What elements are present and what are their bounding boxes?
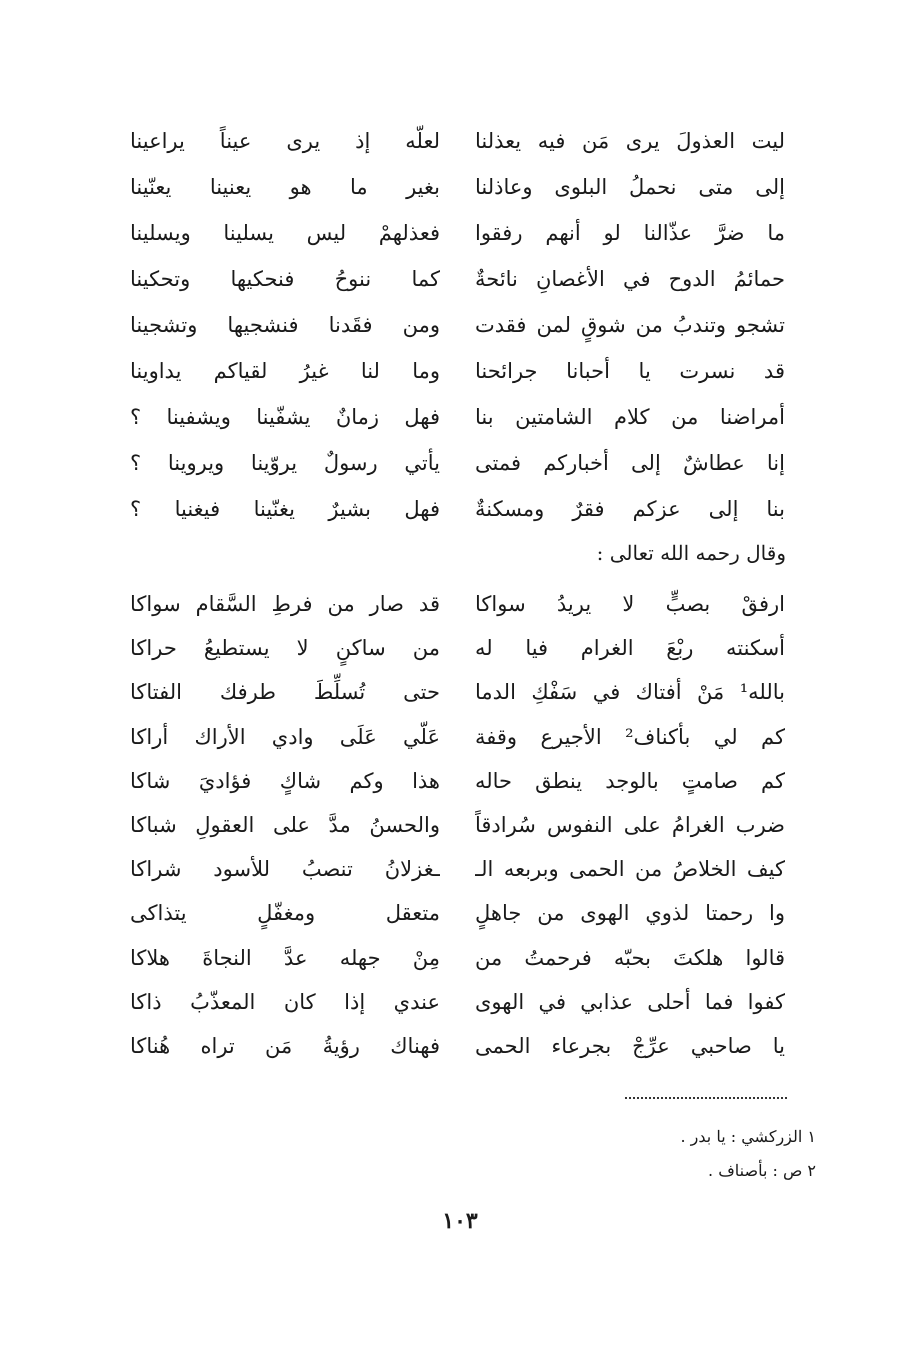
first-hemistich: كم صامتٍ بالوجد ينطق حاله: [475, 768, 785, 793]
second-hemistich: لعلّه إذ يرى عيناً يراعينا: [130, 129, 440, 153]
verse: [130, 1024, 785, 1068]
first-hemistich: ضرب الغرامُ على النفوس سُرادقاً: [475, 812, 785, 837]
verse: [130, 440, 785, 486]
first-hemistich: أمراضنا من كلام الشامتين بنا: [475, 405, 785, 429]
first-hemistich: ليت العذولَ يرى مَن فيه يعذلنا: [475, 129, 785, 153]
verse: [130, 980, 785, 1024]
second-hemistich: مِنْ جهله عدَّ النجاةَ هلاكا: [130, 945, 440, 970]
second-hemistich: متعقل ومغفّلٍ يتذاكى: [130, 901, 440, 926]
second-hemistich: هذا وكم شاكٍ فؤاديَ شاكا: [130, 768, 440, 793]
second-hemistich: فعذلهمْ ليس يسلينا ويسلينا: [130, 221, 440, 245]
verse: [130, 118, 785, 164]
verse: [130, 803, 785, 847]
verse: [130, 302, 785, 348]
page-number: ١٠٣: [442, 1208, 478, 1234]
second-hemistich: عَلّي عَلَى وادي الأراك أراكا: [130, 724, 440, 749]
second-hemistich: فهناك رؤيةُ مَن تراه هُناكا: [130, 1033, 440, 1058]
second-hemistich: من ساكنٍ لا يستطيعُ حراكا: [130, 636, 440, 661]
first-hemistich: بالله¹ مَنْ أفتاك في سَفْكِ الدما: [475, 680, 785, 705]
verse: [130, 486, 785, 532]
first-hemistich: إنا عطاشٌ إلى أخباركم فمتى: [475, 451, 785, 475]
verse: [130, 670, 785, 714]
verse: [130, 256, 785, 302]
verse: [130, 847, 785, 891]
verse: [130, 394, 785, 440]
second-hemistich: بغير ما هو يعنينا يعنّينا: [130, 175, 440, 199]
second-hemistich: يأتي رسولٌ يروّينا ويروينا ؟: [130, 451, 440, 475]
first-hemistich: يا صاحبي عرِّجْ بجرعاء الحمى: [475, 1033, 785, 1058]
second-hemistich: وما لنا غيرُ لقياكم يداوينا: [130, 359, 440, 383]
poem-first: [130, 118, 785, 532]
second-hemistich: فهل زمانٌ يشفّينا ويشفينا ؟: [130, 405, 440, 429]
verse: [130, 715, 785, 759]
second-hemistich: حتى تُسلِّطَ طرفك الفتاكا: [130, 680, 440, 705]
footnote: ١ الزركشي : يا بدر .: [680, 1127, 816, 1146]
footnote: ٢ ص : بأصناف .: [708, 1161, 816, 1180]
footnotes: [680, 1120, 816, 1188]
first-hemistich: كم لي بأكناف² الأجيرع وقفة: [475, 724, 785, 749]
second-hemistich: ومن فقَدنا فنشجيها وتشجينا: [130, 313, 440, 337]
second-hemistich: كما ننوحُ فنحكيها وتحكينا: [130, 267, 440, 291]
poem-second: [130, 582, 785, 1068]
first-hemistich: كيف الخلاصُ من الحمى وبربعه الـ: [475, 857, 785, 882]
first-hemistich: بنا إلى عزكم فقرٌ ومسكنةٌ: [475, 497, 785, 521]
verse: [130, 582, 785, 626]
second-hemistich: فهل بشيرٌ يغنّينا فيغنيا ؟: [130, 497, 440, 521]
first-hemistich: كفوا فما أحلى عذابي في الهوى: [475, 989, 785, 1014]
first-hemistich: تشجو وتندبُ من شوقٍ لمن فقدت: [475, 313, 785, 337]
first-hemistich: أسكنته ربْعَ الغرام فيا له: [475, 636, 785, 661]
first-hemistich: حمائمُ الدوح في الأغصانِ نائحةٌ: [475, 267, 785, 291]
first-hemistich: قالوا هلكتَ بحبّه فرحمتُ من: [475, 945, 785, 970]
second-hemistich: والحسنُ مدَّ على العقولِ شباكا: [130, 812, 440, 837]
first-hemistich: قد نسرت يا أحبانا جرائحنا: [475, 359, 785, 383]
verse: [130, 626, 785, 670]
first-hemistich: إلى متى نحملُ البلوى وعاذلنا: [475, 175, 785, 199]
first-hemistich: ارفقْ بصبٍّ لا يريدُ سواكا: [475, 592, 785, 616]
second-hemistich: قد صار من فرطِ السَّقام سواكا: [130, 592, 440, 616]
poem-introduction: وقال رحمه الله تعالى :: [596, 541, 786, 565]
footnote-divider: [625, 1097, 787, 1099]
second-hemistich: عندي إذا كان المعذّبُ ذاكا: [130, 989, 440, 1014]
verse: [130, 164, 785, 210]
verse: [130, 936, 785, 980]
first-hemistich: وا رحمتا لذوي الهوى من جاهلٍ: [475, 901, 785, 926]
verse: [130, 759, 785, 803]
first-hemistich: ما ضرَّ عذّالنا لو أنهم رفقوا: [475, 221, 785, 245]
verse: [130, 210, 785, 256]
second-hemistich: ـغزلانُ تنصبُ للأسود شراكا: [130, 857, 440, 882]
verse: [130, 348, 785, 394]
verse: [130, 891, 785, 935]
